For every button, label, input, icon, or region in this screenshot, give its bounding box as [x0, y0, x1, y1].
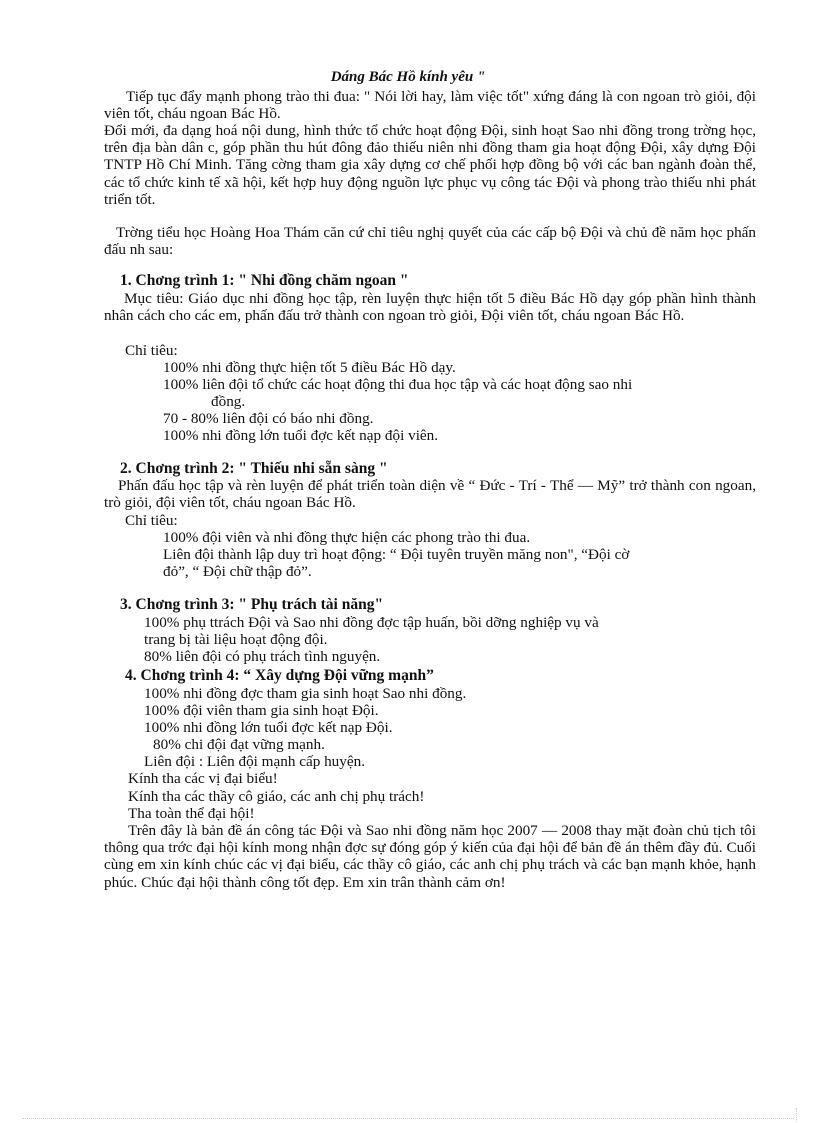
closing-paragraph: Trên đây là bản đề án công tác Đội và Sao nhi đồng năm học 2007 — 2008 thay mặt đoàn chủ tịch tôi thông qua trớc đại hội kính mong nhận đợc sự đóng góp ý kiến của đại hội để bản đề án thêm đầy đủ. Cuối cùng em xin kính chúc các vị đại biểu, các thầy cô giáo, các anh chị phụ trách và các bạn mạnh khỏe, hạnh phúc. Chúc đại hội thành công tốt đẹp. Em xin trân thành cảm ơn! — [104, 822, 756, 891]
program-1-targets-label: Chỉ tiêu: — [125, 342, 178, 359]
program-1-target: 100% liên đội tổ chức các hoạt động thi đua học tập và các hoạt động sao nhi — [163, 376, 633, 393]
program-4-item: 80% chi đội đạt vững mạnh. — [153, 736, 325, 753]
program-4-item: 100% đội viên tham gia sinh hoạt Đội. — [144, 702, 379, 719]
program-2-goal: Phấn đấu học tập và rèn luyện để phát triển toàn diện về “ Đức - Trí - Thể — Mỹ” trở thành con ngoan, trò giỏi, đội viên tốt, cháu ngoan Bác Hồ. — [104, 477, 756, 512]
program-1-target: 70 - 80% liên đội có báo nhi đồng. — [163, 410, 374, 427]
greeting-line: Tha toàn thể đại hội! — [128, 805, 255, 822]
intro-paragraph-3: Trờng tiểu học Hoàng Hoa Thám căn cứ chỉ tiêu nghị quyết của các cấp bộ Đội và chủ đề năm học phấn đấu nh sau: — [104, 224, 756, 259]
program-1-target: đồng. — [211, 393, 246, 410]
program-4-heading: 4. Chơng trình 4: “ Xây dựng Đội vững mạnh” — [125, 667, 434, 684]
program-3-item: trang bị tài liệu hoạt động đội. — [144, 631, 328, 648]
program-4-item: 100% nhi đồng đợc tham gia sinh hoạt Sao nhi đồng. — [144, 685, 467, 702]
program-2-target: đỏ”, “ Đội chữ thập đỏ”. — [163, 563, 312, 580]
greeting-line: Kính tha các vị đại biểu! — [128, 770, 278, 787]
document-title: Dáng Bác Hồ kính yêu " — [330, 69, 486, 85]
page-bottom-border — [22, 1118, 794, 1119]
program-4-item: 100% nhi đồng lớn tuổi đợc kết nạp Đội. — [144, 719, 393, 736]
greeting-line: Kính tha các thầy cô giáo, các anh chị phụ trách! — [128, 788, 425, 805]
program-2-targets-label: Chỉ tiêu: — [125, 512, 178, 529]
program-3-heading: 3. Chơng trình 3: " Phụ trách tài năng" — [120, 596, 384, 613]
page-corner-mark — [796, 1108, 797, 1122]
intro-paragraph-2: Đổi mới, đa dạng hoá nội dung, hình thức tổ chức hoạt động Đội, sinh hoạt Sao nhi đồng trong trờng học, trên địa bàn dân c, góp phần thu hút đông đảo thiếu niên nhi đồng tham gia hoạt động Đội, xây dựng Đội TNTP Hồ Chí Minh. Tăng cờng tham gia xây dựng cơ chế phối hợp đồng bộ với các ban ngành đoàn thể, các tổ chức kinh tế xã hội, kết hợp huy động nguồn lực phục vụ công tác Đội và phong trào thiếu nhi phát triển tốt. — [104, 122, 756, 208]
program-2-target: Liên đội thành lập duy trì hoạt động: “ Đội tuyên truyền măng non", “Đội cờ — [163, 546, 630, 563]
program-1-target: 100% nhi đồng thực hiện tốt 5 điều Bác Hồ dạy. — [163, 359, 456, 376]
program-3-item: 80% liên đội có phụ trách tình nguyện. — [144, 648, 381, 665]
program-4-item: Liên đội : Liên đội mạnh cấp huyện. — [144, 753, 366, 770]
program-2-heading: 2. Chơng trình 2: " Thiếu nhi sẵn sàng " — [120, 460, 388, 477]
program-1-heading: 1. Chơng trình 1: " Nhi đồng chăm ngoan " — [120, 272, 409, 289]
program-1-target: 100% nhi đồng lớn tuổi đợc kết nạp đội viên. — [163, 427, 439, 444]
intro-paragraph-1: Tiếp tục đẩy mạnh phong trào thi đua: " Nói lời hay, làm việc tốt" xứng đáng là con ngoan trò giỏi, đội viên tốt, cháu ngoan Bác Hồ. — [104, 88, 756, 123]
program-3-item: 100% phụ ttrách Đội và Sao nhi đồng đợc tập huấn, bồi dỡng nghiệp vụ và — [144, 614, 599, 631]
program-1-goal: Mục tiêu: Giáo dục nhi đồng học tập, rèn luyện thực hiện tốt 5 điều Bác Hồ dạy góp phần hình thành nhân cách cho các em, phấn đấu trở thành con ngoan trò giỏi, Đội viên tốt, cháu ngoan Bác Hồ. — [104, 290, 756, 325]
program-2-target: 100% đội viên và nhi đồng thực hiện các phong trào thi đua. — [163, 529, 531, 546]
